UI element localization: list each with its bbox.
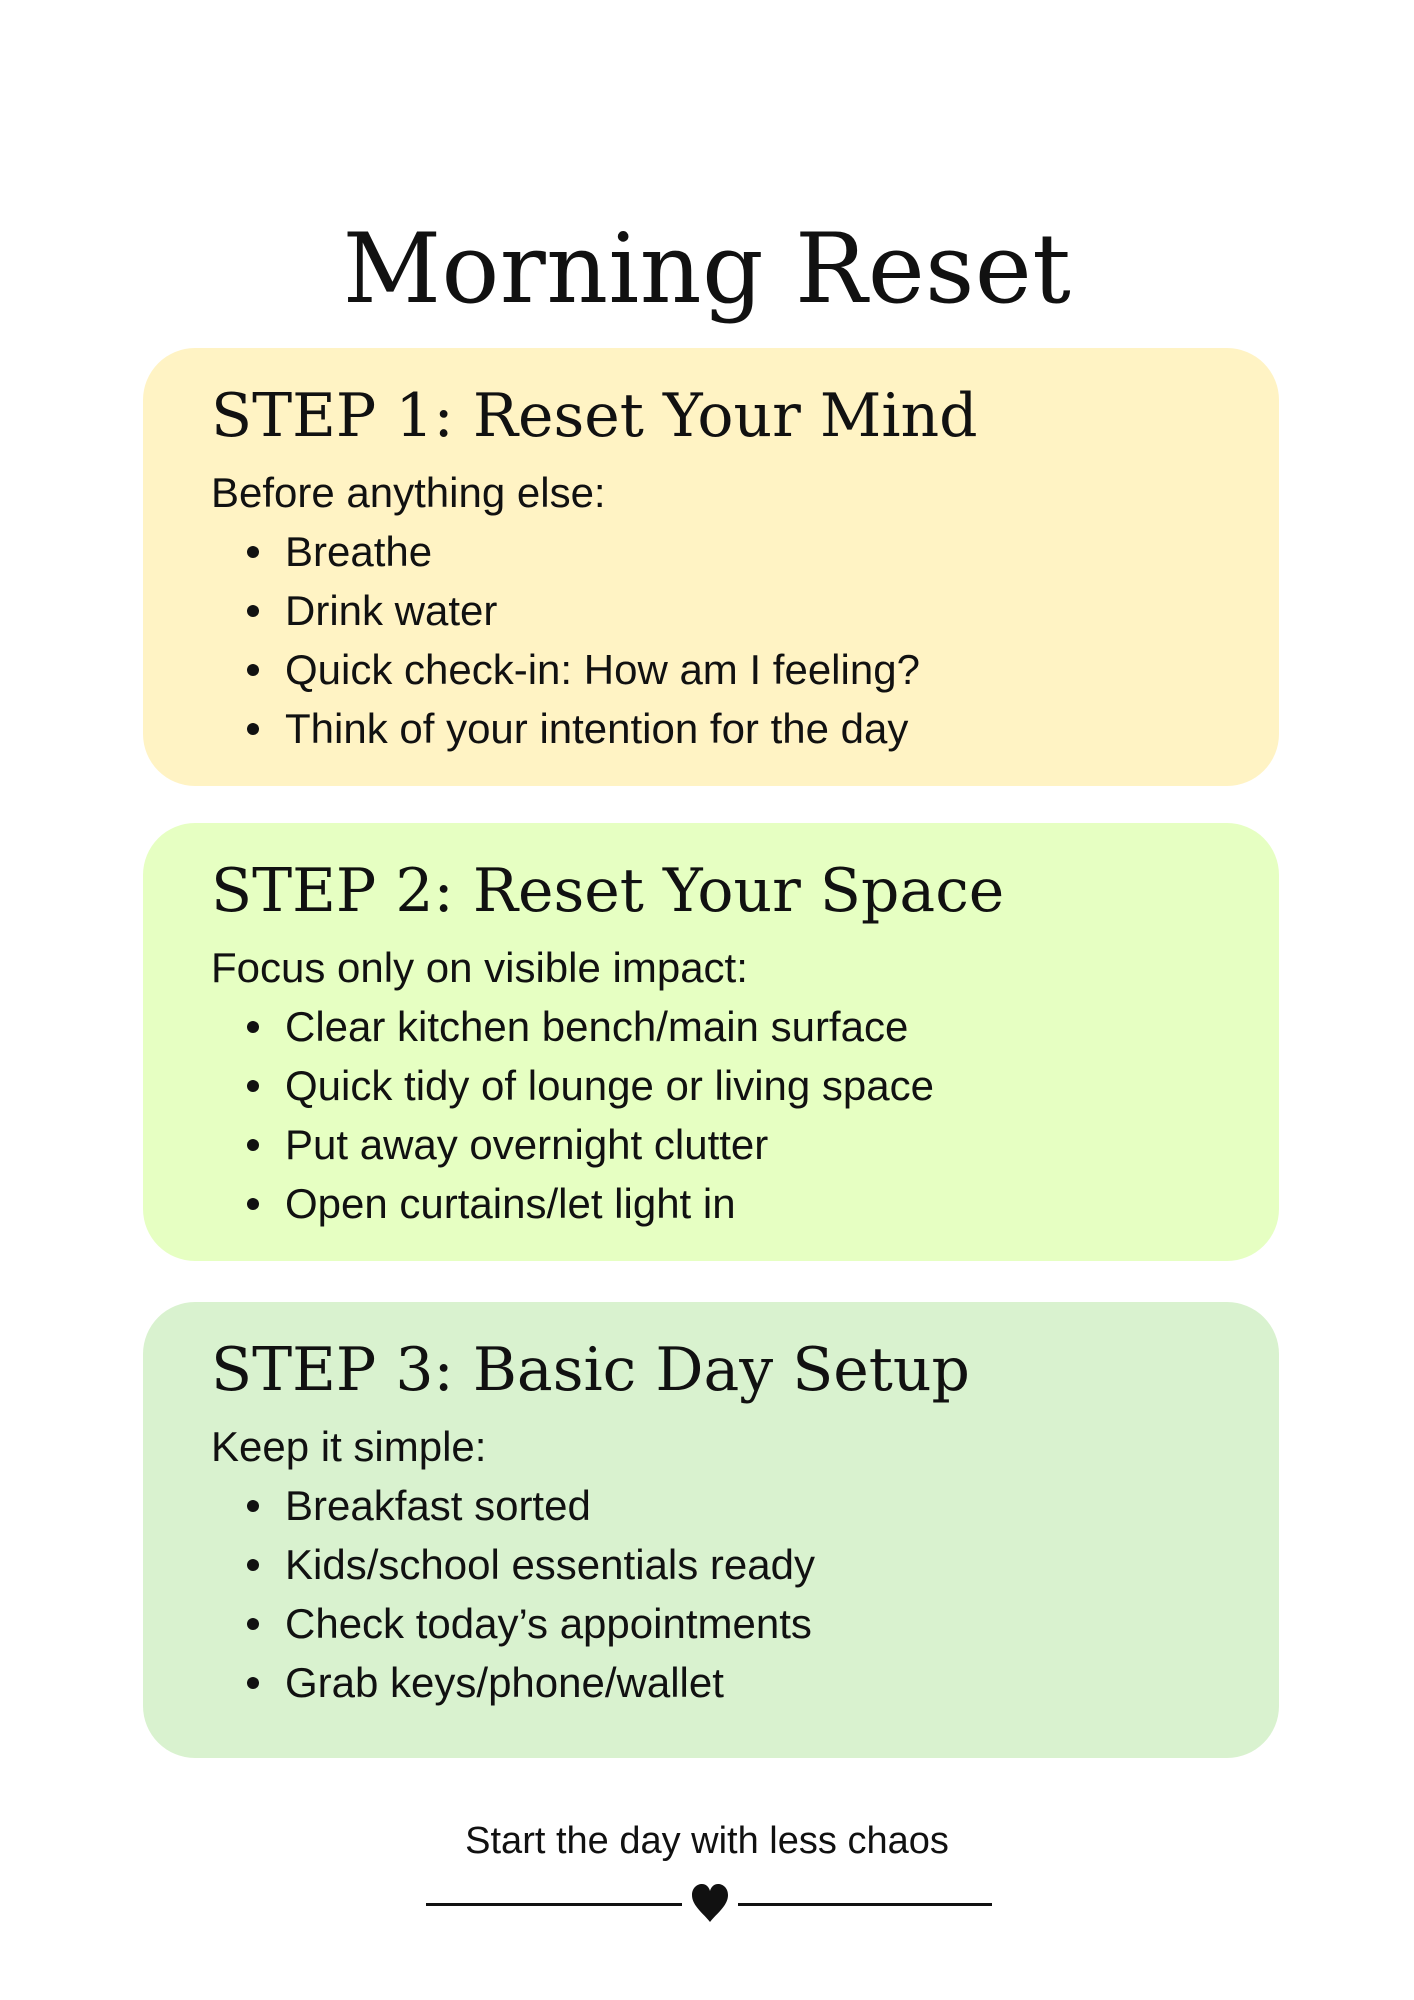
step-heading: STEP 1: Reset Your Mind (211, 381, 978, 451)
list-item-text: Quick check-in: How am I feeling? (285, 646, 920, 693)
bullet-icon (247, 1080, 259, 1092)
step-card-1 (143, 348, 1279, 786)
heart-icon (686, 1878, 734, 1926)
list-item (217, 1056, 1211, 1115)
bullet-icon (247, 723, 259, 735)
list-item-text: Put away overnight clutter (285, 1121, 769, 1168)
step-lead: Keep it simple: (211, 1423, 487, 1470)
list-item-text: Breakfast sorted (285, 1482, 591, 1529)
step-heading: STEP 3: Basic Day Setup (211, 1335, 970, 1405)
list-item (217, 522, 1211, 581)
bullet-icon (247, 546, 259, 558)
bullet-icon (247, 664, 259, 676)
step-list (211, 522, 1211, 758)
bullet-icon (247, 1559, 259, 1571)
list-item (217, 1115, 1211, 1174)
list-item-text: Open curtains/let light in (285, 1180, 736, 1227)
bullet-icon (247, 1198, 259, 1210)
divider-right (738, 1903, 992, 1906)
list-item (217, 1476, 1211, 1535)
step-list (211, 997, 1211, 1233)
bullet-icon (247, 1618, 259, 1630)
step-card-3 (143, 1302, 1279, 1758)
list-item (217, 581, 1211, 640)
list-item (217, 699, 1211, 758)
list-item (217, 640, 1211, 699)
list-item-text: Think of your intention for the day (285, 705, 909, 752)
list-item-text: Quick tidy of lounge or living space (285, 1062, 935, 1109)
list-item (217, 1653, 1211, 1712)
list-item (217, 1535, 1211, 1594)
list-item-text: Clear kitchen bench/main surface (285, 1003, 909, 1050)
bullet-icon (247, 1500, 259, 1512)
divider-left (426, 1903, 682, 1906)
list-item (217, 1594, 1211, 1653)
list-item (217, 997, 1211, 1056)
footer-tagline: Start the day with less chaos (465, 1820, 949, 1862)
list-item-text: Breathe (285, 528, 433, 575)
step-list (211, 1476, 1211, 1712)
bullet-icon (247, 605, 259, 617)
bullet-icon (247, 1139, 259, 1151)
step-lead: Before anything else: (211, 469, 606, 516)
step-card-2 (143, 823, 1279, 1261)
step-lead: Focus only on visible impact: (211, 944, 748, 991)
list-item-text: Check today’s appointments (285, 1600, 812, 1647)
bullet-icon (247, 1677, 259, 1689)
list-item (217, 1174, 1211, 1233)
list-item-text: Grab keys/phone/wallet (285, 1659, 724, 1706)
step-heading: STEP 2: Reset Your Space (211, 856, 1005, 926)
list-item-text: Drink water (285, 587, 498, 634)
page-title: Morning Reset (342, 213, 1072, 326)
bullet-icon (247, 1021, 259, 1033)
list-item-text: Kids/school essentials ready (285, 1541, 815, 1588)
